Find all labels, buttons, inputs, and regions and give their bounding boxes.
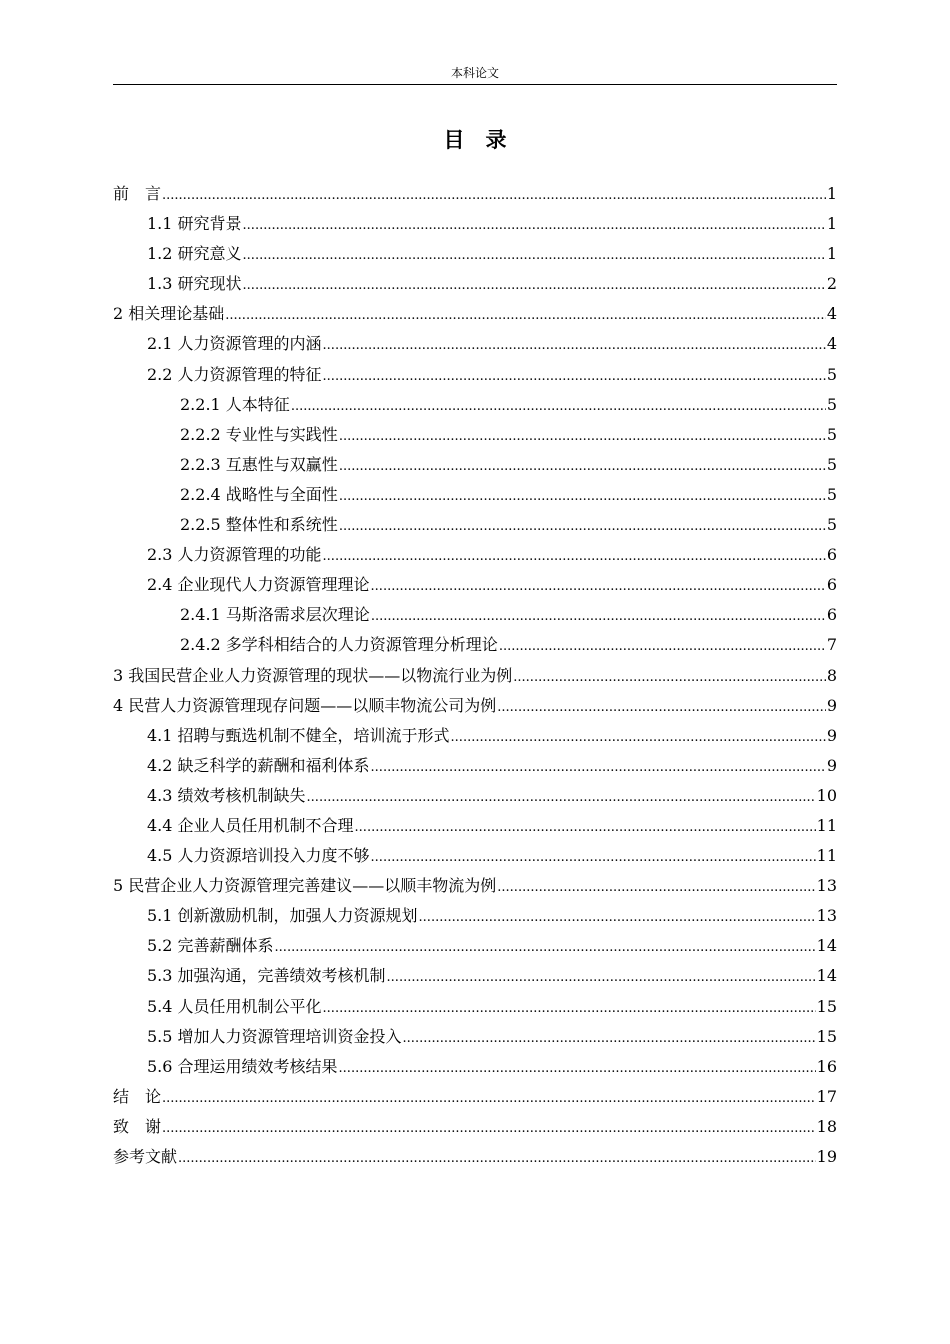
toc-page-number: 10: [816, 785, 837, 805]
toc-page-number: 14: [816, 936, 837, 956]
toc-entry-title: 2.2 人力资源管理的特征: [147, 364, 322, 384]
toc-dot-leader: [323, 362, 826, 392]
toc-entry[interactable]: [113, 691, 837, 721]
toc-entry[interactable]: [113, 540, 837, 570]
toc-dot-leader: [291, 392, 826, 422]
toc-entry[interactable]: [113, 450, 837, 480]
toc-entry-title: 5.1 创新激励机制，加强人力资源规划: [147, 906, 418, 926]
toc-page-number: 6: [826, 545, 837, 565]
toc-dot-leader: [162, 1084, 816, 1114]
toc-entry-title: 1.3 研究现状: [147, 274, 242, 294]
table-of-contents: [113, 179, 837, 1172]
toc-page-number: 11: [816, 815, 837, 835]
toc-entry-title: 5.2 完善薪酬体系: [147, 936, 274, 956]
toc-dot-leader: [323, 331, 826, 361]
toc-entry[interactable]: [113, 871, 837, 901]
toc-page-number: 5: [826, 515, 837, 535]
toc-entry[interactable]: [113, 480, 837, 510]
toc-page-number: 18: [816, 1116, 837, 1136]
toc-entry[interactable]: [113, 1142, 837, 1172]
toc-dot-leader: [387, 963, 816, 993]
toc-dot-leader: [323, 994, 816, 1024]
toc-dot-leader: [419, 903, 816, 933]
toc-dot-leader: [371, 602, 826, 632]
toc-dot-leader: [243, 271, 826, 301]
toc-entry-title: 5.5 增加人力资源管理培训资金投入: [147, 1026, 402, 1046]
toc-entry[interactable]: [113, 179, 837, 209]
toc-page-number: 5: [826, 484, 837, 504]
toc-page-number: 15: [816, 996, 837, 1016]
toc-entry[interactable]: [113, 661, 837, 691]
toc-page-number: 9: [826, 725, 837, 745]
toc-entry-title: 2 相关理论基础: [113, 304, 225, 324]
toc-dot-leader: [371, 843, 816, 873]
toc-page-number: 7: [826, 635, 837, 655]
toc-entry[interactable]: [113, 961, 837, 991]
toc-entry-title: 4.1 招聘与甄选机制不健全，培训流于形式: [147, 725, 450, 745]
toc-page-number: 13: [816, 906, 837, 926]
toc-dot-leader: [178, 1144, 816, 1174]
toc-dot-leader: [243, 211, 826, 241]
toc-dot-leader: [339, 1054, 816, 1084]
toc-entry[interactable]: [113, 1052, 837, 1082]
toc-entry[interactable]: [113, 811, 837, 841]
toc-entry-title: 2.2.3 互惠性与双赢性: [180, 454, 338, 474]
toc-entry-title: 结 论: [113, 1086, 162, 1106]
page-title: 目 录: [443, 128, 507, 152]
toc-entry-title: 2.2.2 专业性与实践性: [180, 424, 338, 444]
toc-dot-leader: [243, 241, 826, 271]
toc-entry[interactable]: [113, 751, 837, 781]
toc-entry[interactable]: [113, 390, 837, 420]
toc-dot-leader: [371, 572, 826, 602]
toc-entry[interactable]: [113, 630, 837, 660]
toc-page-number: 1: [826, 244, 837, 264]
toc-dot-leader: [275, 933, 816, 963]
toc-dot-leader: [451, 723, 826, 753]
toc-dot-leader: [339, 482, 826, 512]
toc-entry[interactable]: [113, 239, 837, 269]
toc-entry-title: 4.3 绩效考核机制缺失: [147, 785, 306, 805]
toc-dot-leader: [225, 301, 826, 331]
toc-entry-title: 前 言: [113, 184, 162, 203]
toc-dot-leader: [513, 663, 826, 693]
toc-entry-title: 5 民营企业人力资源管理完善建议——以顺丰物流为例: [113, 876, 497, 896]
toc-entry[interactable]: [113, 1022, 837, 1052]
toc-entry-title: 1.2 研究意义: [147, 244, 242, 264]
toc-entry-title: 4.2 缺乏科学的薪酬和福利体系: [147, 755, 370, 775]
toc-entry-title: 致 谢: [113, 1116, 162, 1136]
toc-entry[interactable]: [113, 269, 837, 299]
toc-page-number: 5: [826, 454, 837, 474]
toc-entry-title: 2.3 人力资源管理的功能: [147, 545, 322, 565]
toc-page-number: 15: [816, 1026, 837, 1046]
toc-page-number: 11: [816, 846, 837, 866]
toc-page-number: 6: [826, 605, 837, 625]
toc-entry-title: 5.4 人员任用机制公平化: [147, 996, 322, 1016]
toc-page-number: 9: [826, 755, 837, 775]
toc-entry-title: 2.2.4 战略性与全面性: [180, 484, 338, 504]
toc-dot-leader: [339, 422, 826, 452]
toc-entry-title: 4.5 人力资源培训投入力度不够: [147, 846, 370, 866]
toc-entry[interactable]: [113, 570, 837, 600]
toc-entry-title: 2.1 人力资源管理的内涵: [147, 334, 322, 354]
toc-entry-title: 2.4 企业现代人力资源管理理论: [147, 575, 370, 595]
toc-page-number: 16: [816, 1056, 837, 1076]
toc-page-number: 1: [826, 184, 837, 203]
toc-page-number: 4: [826, 304, 837, 324]
toc-page-number: 17: [816, 1086, 837, 1106]
toc-entry-title: 参考文献: [113, 1147, 178, 1166]
page-header: [113, 66, 837, 85]
toc-entry-title: 1.1 研究背景: [147, 214, 242, 234]
toc-page-number: 6: [826, 575, 837, 595]
toc-entry-title: 3 我国民营企业人力资源管理的现状——以物流行业为例: [113, 665, 513, 685]
toc-entry[interactable]: [113, 781, 837, 811]
toc-page-number: 9: [826, 695, 837, 715]
toc-entry[interactable]: [113, 209, 837, 239]
toc-page-number: 5: [826, 394, 837, 414]
toc-dot-leader: [497, 873, 815, 903]
toc-entry-title: 4 民营人力资源管理现存问题——以顺丰物流公司为例: [113, 695, 497, 715]
toc-entry[interactable]: [113, 721, 837, 751]
toc-dot-leader: [371, 753, 826, 783]
toc-dot-leader: [339, 512, 826, 542]
toc-dot-leader: [162, 181, 826, 211]
toc-dot-leader: [162, 1114, 816, 1144]
toc-entry[interactable]: [113, 901, 837, 931]
toc-dot-leader: [355, 813, 816, 843]
header-text: 本科论文: [450, 66, 499, 80]
toc-entry-title: 2.4.1 马斯洛需求层次理论: [180, 605, 370, 625]
toc-entry[interactable]: [113, 299, 837, 329]
toc-entry-title: 2.2.1 人本特征: [180, 394, 290, 414]
toc-dot-leader: [307, 783, 816, 813]
toc-page-number: 2: [826, 274, 837, 294]
toc-dot-leader: [323, 542, 826, 572]
toc-dot-leader: [499, 632, 826, 662]
toc-entry-title: 2.4.2 多学科相结合的人力资源管理分析理论: [180, 635, 498, 655]
toc-page-number: 13: [816, 876, 837, 896]
toc-entry-title: 5.6 合理运用绩效考核结果: [147, 1056, 338, 1076]
toc-entry-title: 4.4 企业人员任用机制不合理: [147, 815, 354, 835]
toc-entry[interactable]: [113, 600, 837, 630]
toc-entry[interactable]: [113, 1082, 837, 1112]
toc-page-number: 19: [816, 1147, 837, 1166]
toc-page-number: 8: [826, 665, 837, 685]
toc-entry[interactable]: [113, 420, 837, 450]
toc-page-number: 14: [816, 966, 837, 986]
toc-entry[interactable]: [113, 1112, 837, 1142]
toc-entry[interactable]: [113, 992, 837, 1022]
toc-entry[interactable]: [113, 360, 837, 390]
toc-dot-leader: [497, 693, 826, 723]
toc-entry-title: 2.2.5 整体性和系统性: [180, 515, 338, 535]
toc-entry-title: 5.3 加强沟通，完善绩效考核机制: [147, 966, 386, 986]
toc-page-number: 4: [826, 334, 837, 354]
toc-dot-leader: [403, 1024, 816, 1054]
toc-entry[interactable]: [113, 510, 837, 540]
toc-page-number: 5: [826, 424, 837, 444]
toc-entry[interactable]: [113, 329, 837, 359]
toc-dot-leader: [339, 452, 826, 482]
toc-page-number: 1: [826, 214, 837, 234]
toc-entry[interactable]: [113, 841, 837, 871]
toc-entry[interactable]: [113, 931, 837, 961]
toc-page-number: 5: [826, 364, 837, 384]
